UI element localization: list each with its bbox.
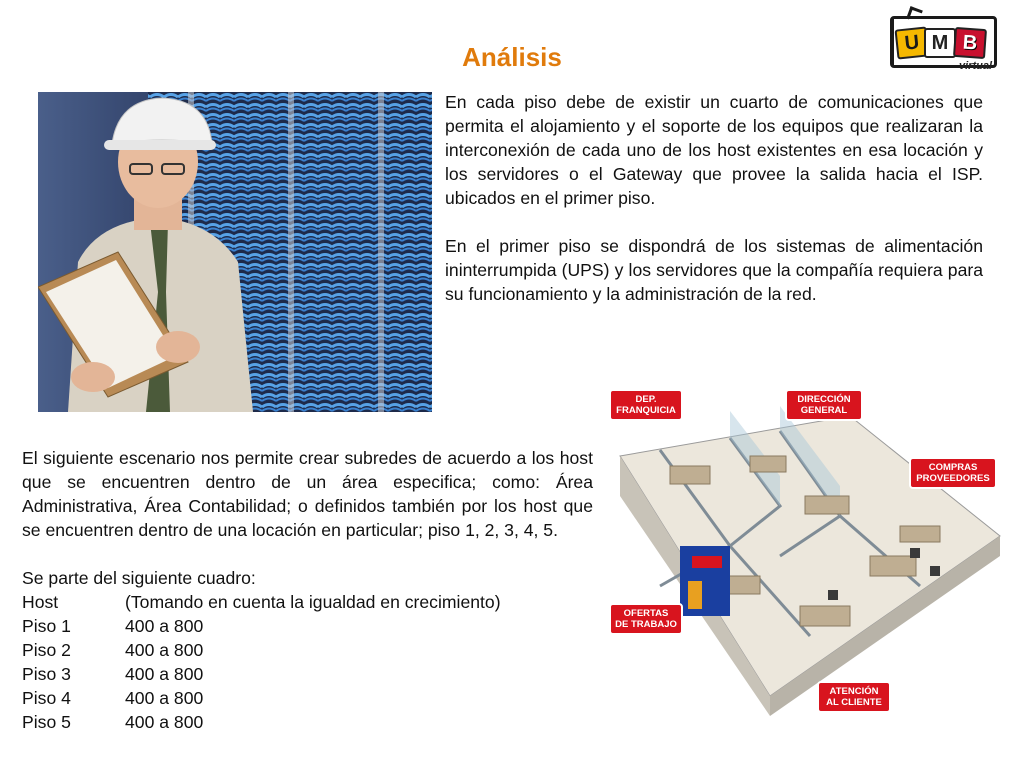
table-row bbox=[22, 686, 593, 710]
label-direccion-line1: DIRECCIÓN bbox=[797, 394, 851, 405]
right-text-block bbox=[445, 90, 983, 330]
table-cell-floor: Piso 2 bbox=[22, 640, 71, 660]
label-compras-line2: PROVEEDORES bbox=[916, 473, 990, 484]
server-room-worker-photo bbox=[38, 92, 432, 412]
table-header-host: Host bbox=[22, 592, 59, 612]
paragraph-ups-servers: En el primer piso se dispondrá de los sistemas de alimentación ininterrumpida (UPS) y los servidores que la compañía requiera para su funcionamiento y la administración de la red. bbox=[445, 236, 983, 304]
table-cell-hosts: 400 a 800 bbox=[125, 640, 204, 660]
label-dep-franquicia bbox=[610, 390, 682, 420]
table-cell-hosts: 400 a 800 bbox=[125, 664, 204, 684]
label-atencion-al-cliente bbox=[818, 682, 890, 712]
table-header-row bbox=[22, 590, 593, 614]
umb-virtual-logo bbox=[888, 12, 996, 74]
label-direccion-line2: GENERAL bbox=[800, 405, 848, 416]
table-header-note: (Tomando en cuenta la igualdad en crecimiento) bbox=[125, 592, 501, 612]
table-row bbox=[22, 710, 593, 734]
label-ofertas-de-trabajo bbox=[610, 604, 682, 634]
logo-subtitle: virtual bbox=[958, 60, 992, 72]
label-ofertas-line2: DE TRABAJO bbox=[615, 619, 677, 630]
paragraph-subnet-scenario: El siguiente escenario nos permite crear subredes de acuerdo a los host que se encuentren dentro de un área especifica; como: Área Administrativa, Área Contabilidad; o definidos también por los host que se encuentren dentro de una locación en particular; piso 1, 2, 3, 4, 5. bbox=[22, 448, 593, 540]
logo-letter-m: M bbox=[924, 28, 956, 58]
office-floorplan-illustration bbox=[600, 386, 1006, 716]
table-row bbox=[22, 614, 593, 638]
table-intro: Se parte del siguiente cuadro: bbox=[22, 568, 256, 588]
table-cell-hosts: 400 a 800 bbox=[125, 616, 204, 636]
logo-letter-b: B bbox=[953, 27, 987, 59]
paragraph-communications-room: En cada piso debe de existir un cuarto de comunicaciones que permita el alojamiento y el soporte de los equipos que realizaran la interconexión de cada uno de los host existentes en esa locación y los servidores o el Gateway que provee la salida hacia el ISP. ubicados en el primer piso. bbox=[445, 92, 983, 208]
label-compras-line1: COMPRAS bbox=[928, 462, 978, 473]
logo-letter-u: U bbox=[895, 26, 930, 59]
table-cell-floor: Piso 5 bbox=[22, 712, 71, 732]
label-dep-line1: DEP. bbox=[635, 394, 657, 405]
label-dep-line2: FRANQUICIA bbox=[616, 405, 676, 416]
table-cell-floor: Piso 4 bbox=[22, 688, 71, 708]
table-cell-hosts: 400 a 800 bbox=[125, 688, 204, 708]
label-compras-proveedores bbox=[910, 458, 996, 488]
table-row bbox=[22, 638, 593, 662]
table-cell-floor: Piso 3 bbox=[22, 664, 71, 684]
label-ofertas-line1: OFERTAS bbox=[623, 608, 669, 619]
label-direccion-general bbox=[786, 390, 862, 420]
table-row bbox=[22, 662, 593, 686]
label-atencion-line1: ATENCIÓN bbox=[829, 686, 879, 697]
page-title: Análisis bbox=[462, 42, 562, 72]
label-atencion-line2: AL CLIENTE bbox=[826, 697, 882, 708]
table-cell-hosts: 400 a 800 bbox=[125, 712, 204, 732]
left-text-block bbox=[22, 446, 593, 734]
table-cell-floor: Piso 1 bbox=[22, 616, 71, 636]
